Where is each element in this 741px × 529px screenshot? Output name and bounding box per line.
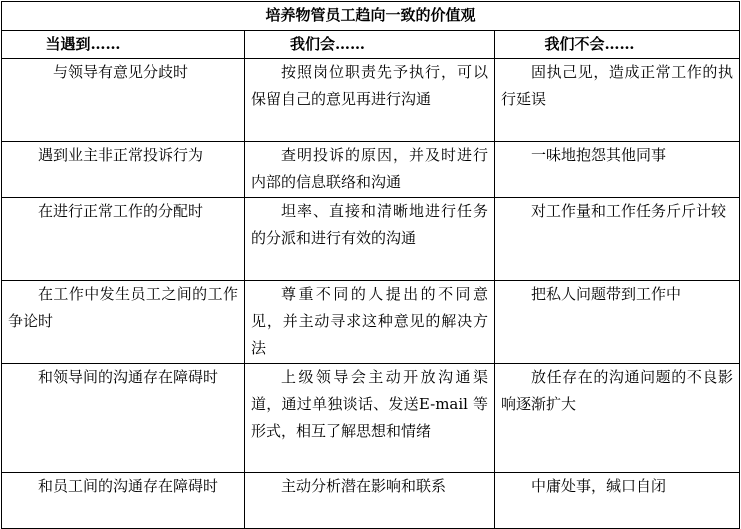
cell-we-will: 上级领导会主动开放沟通渠道，通过单独谈话、发送E-mail 等形式，相互了解思想和情绪 — [245, 364, 495, 473]
table-row — [2, 281, 740, 364]
header-we-will: 我们会…… — [245, 31, 495, 59]
cell-we-will: 主动分析潜在影响和联系 — [245, 473, 495, 529]
cell-we-will-not: 对工作量和工作任务斤斤计较 — [495, 198, 740, 281]
table-row — [2, 364, 740, 473]
table-title: 培养物管员工趋向一致的价值观 — [2, 2, 740, 31]
table-row — [2, 142, 740, 198]
cell-we-will-not: 中庸处事，缄口自闭 — [495, 473, 740, 529]
cell-situation: 在工作中发生员工之间的工作争论时 — [2, 281, 245, 364]
cell-we-will: 查明投诉的原因，并及时进行内部的信息联络和沟通 — [245, 142, 495, 198]
cell-we-will-not: 放任存在的沟通问题的不良影响逐渐扩大 — [495, 364, 740, 473]
values-table — [1, 1, 740, 529]
header-we-will-not: 我们不会…… — [495, 31, 740, 59]
table-row — [2, 198, 740, 281]
cell-situation: 和领导间的沟通存在障碍时 — [2, 364, 245, 473]
cell-we-will-not: 一味地抱怨其他同事 — [495, 142, 740, 198]
cell-situation: 与领导有意见分歧时 — [2, 59, 245, 142]
header-when: 当遇到…… — [2, 31, 245, 59]
cell-situation: 遇到业主非正常投诉行为 — [2, 142, 245, 198]
table-row — [2, 473, 740, 529]
cell-we-will: 按照岗位职责先予执行，可以保留自己的意见再进行沟通 — [245, 59, 495, 142]
cell-situation: 和员工间的沟通存在障碍时 — [2, 473, 245, 529]
cell-situation: 在进行正常工作的分配时 — [2, 198, 245, 281]
cell-we-will-not: 固执己见，造成正常工作的执行延误 — [495, 59, 740, 142]
title-row — [2, 2, 740, 31]
cell-we-will: 坦率、直接和清晰地进行任务的分派和进行有效的沟通 — [245, 198, 495, 281]
cell-we-will-not: 把私人问题带到工作中 — [495, 281, 740, 364]
header-row — [2, 31, 740, 59]
table-row — [2, 59, 740, 142]
cell-we-will: 尊重不同的人提出的不同意见，并主动寻求这种意见的解决方法 — [245, 281, 495, 364]
